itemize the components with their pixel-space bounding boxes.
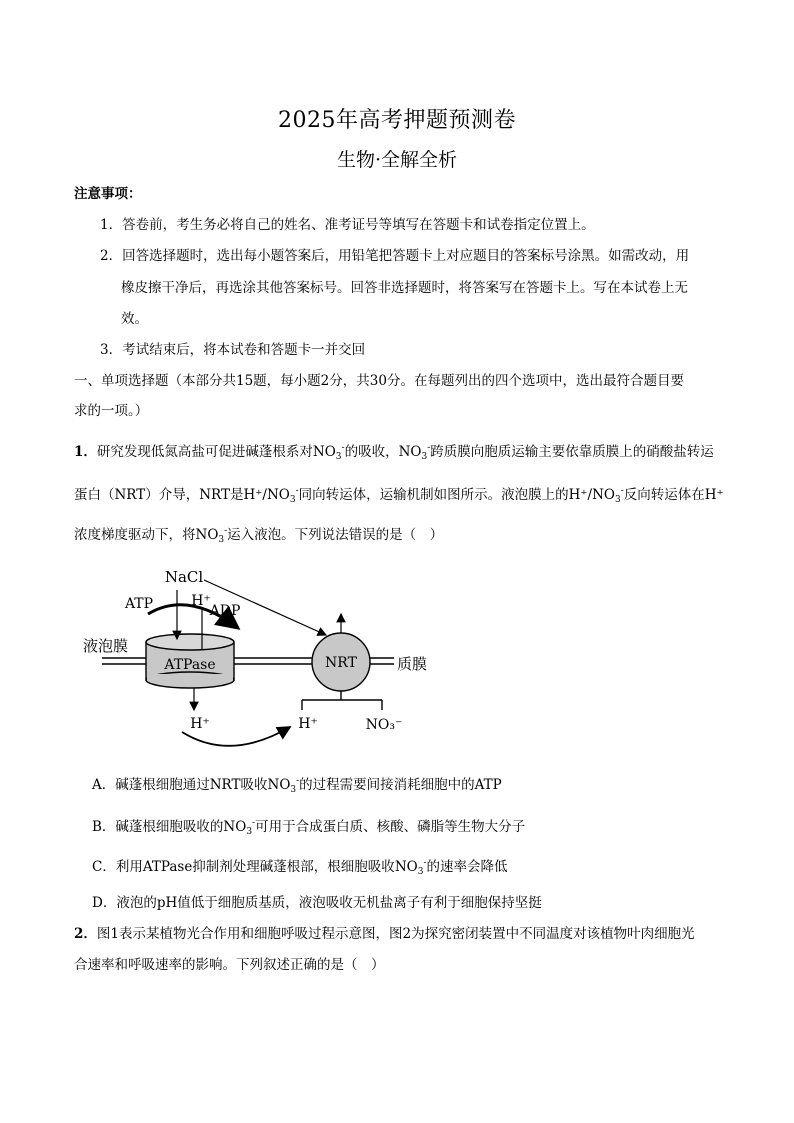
notice-item-number: 2． [100, 248, 123, 264]
option-d[interactable] [92, 891, 542, 911]
no3-formula: $NO_3^-$ [223, 818, 256, 837]
notice-item-1 [100, 215, 595, 235]
stem-text: 浓度梯度驱动下，将 [74, 527, 196, 543]
stem-text: 运入液泡。下列说法错误的是（ ） [227, 527, 444, 543]
stem-text: 的吸收， [344, 444, 399, 460]
option-b[interactable] [92, 815, 525, 837]
section-heading-line: 求的一项。） [74, 403, 149, 419]
stem-text: 研究发现低氮高盐可促进碱蓬根系对 [96, 444, 313, 460]
option-label: D． [92, 895, 117, 911]
notice-item-number: 3． [100, 342, 123, 358]
no3-bottom-label: NO₃⁻ [365, 717, 403, 733]
notice-item-text-line: 橡皮擦干净后，再选涂其他答案标号。回答非选择题时，将答案写在答题卡上。写在本试卷上无 [121, 280, 688, 296]
question-number: 2． [74, 926, 97, 942]
stem-text: 跨质膜向胞质运输主要依靠质膜上的硝酸盐转运 [430, 444, 714, 460]
question-number: 1． [74, 444, 97, 460]
atp-label: ATP [124, 596, 154, 612]
adp-label: ADP [209, 603, 241, 619]
option-text: 可用于合成蛋白质、核酸、磷脂等生物大分子 [255, 819, 526, 835]
no3-formula: $NO_3^-$ [266, 486, 299, 505]
option-text: 的速率会降低 [426, 859, 508, 875]
notice-item-text: 答卷前，考生务必将自己的姓名、准考证号等填写在答题卡和试卷指定位置上。 [122, 217, 595, 233]
option-text: 利用ATPase抑制剂处理碱蓬根部，根细胞吸收 [115, 859, 395, 875]
no3-formula: $NO_3^-$ [592, 486, 624, 505]
no3-formula: $NO_3^-$ [195, 526, 228, 545]
option-label: B． [92, 819, 116, 835]
stem-text: 蛋白（NRT）介导，NRT是H⁺/ [74, 487, 267, 503]
option-text: 碱蓬根细胞吸收的 [115, 819, 224, 835]
h-bottom-right-label: H⁺ [298, 716, 318, 732]
plasma-membrane-lines [370, 658, 394, 664]
nacl-label: NaCl [164, 568, 204, 586]
option-label: C． [92, 859, 116, 875]
transport-diagram [80, 562, 440, 747]
atpase-label: ATPase [164, 657, 216, 673]
no3-formula: $NO_3^-$ [398, 443, 431, 462]
page-title: 2025年高考押题预测卷 [278, 108, 516, 133]
question-1-stem-line-2 [74, 481, 724, 510]
stem-text: 图1表示某植物光合作用和细胞呼吸过程示意图，图2为探究密闭装置中不同温度对该植物叶肉细胞光 [96, 926, 695, 942]
notice-item-number: 1． [100, 217, 123, 233]
vacuole-membrane-label: 液泡膜 [83, 637, 129, 655]
section-heading-line: 一、单项选择题（本部分共15题，每小题2分，共30分。在每题列出的四个选项中，选出最符合题目要 [74, 373, 684, 389]
no3-formula: $NO_3^-$ [267, 776, 300, 795]
h-top-label: H⁺ [191, 593, 211, 609]
option-text: 液泡的pH值低于细胞质基质，液泡吸收无机盐离子有利于细胞保持坚挺 [116, 895, 542, 911]
question-1-stem-line-1 [74, 438, 714, 467]
question-2-stem-line-1 [74, 924, 695, 944]
nrt-cotransport-bracket [302, 691, 382, 710]
notice-item-text-line: 效。 [121, 311, 148, 327]
plasma-membrane-label: 质膜 [397, 655, 428, 673]
nrt-label: NRT [325, 655, 357, 671]
no3-formula: $NO_3^-$ [394, 858, 427, 877]
option-a[interactable] [92, 773, 502, 795]
option-text: 碱蓬根细胞通过NRT吸收 [115, 777, 268, 793]
no3-formula: $NO_3^-$ [312, 443, 345, 462]
notice-item-2 [100, 246, 689, 266]
option-text: 的过程需要间接消耗细胞中的ATP [299, 777, 502, 793]
question-1-stem-line-3 [74, 521, 443, 550]
notice-item-3 [100, 340, 365, 360]
option-c[interactable] [92, 855, 507, 877]
stem-text: 反向转运体在H⁺ [623, 487, 724, 503]
h-bottom-left-label: H⁺ [190, 716, 210, 732]
question-2-stem-line-2: 合速率和呼吸速率的影响。下列叙述正确的是（ ） [74, 957, 385, 973]
notice-item-text: 考试结束后，将本试卷和答题卡一并交回 [122, 342, 366, 358]
notice-item-text-line: 回答选择题时，选出每小题答案后，用铅笔把答题卡上对应题目的答案标号涂黑。如需改动，用 [122, 248, 690, 264]
stem-text: 同向转运体，运输机制如图所示。液泡膜上的H⁺/ [298, 487, 593, 503]
page-subtitle: 生物·全解全析 [336, 149, 458, 171]
option-label: A． [92, 777, 116, 793]
notice-heading: 注意事项： [74, 186, 142, 202]
